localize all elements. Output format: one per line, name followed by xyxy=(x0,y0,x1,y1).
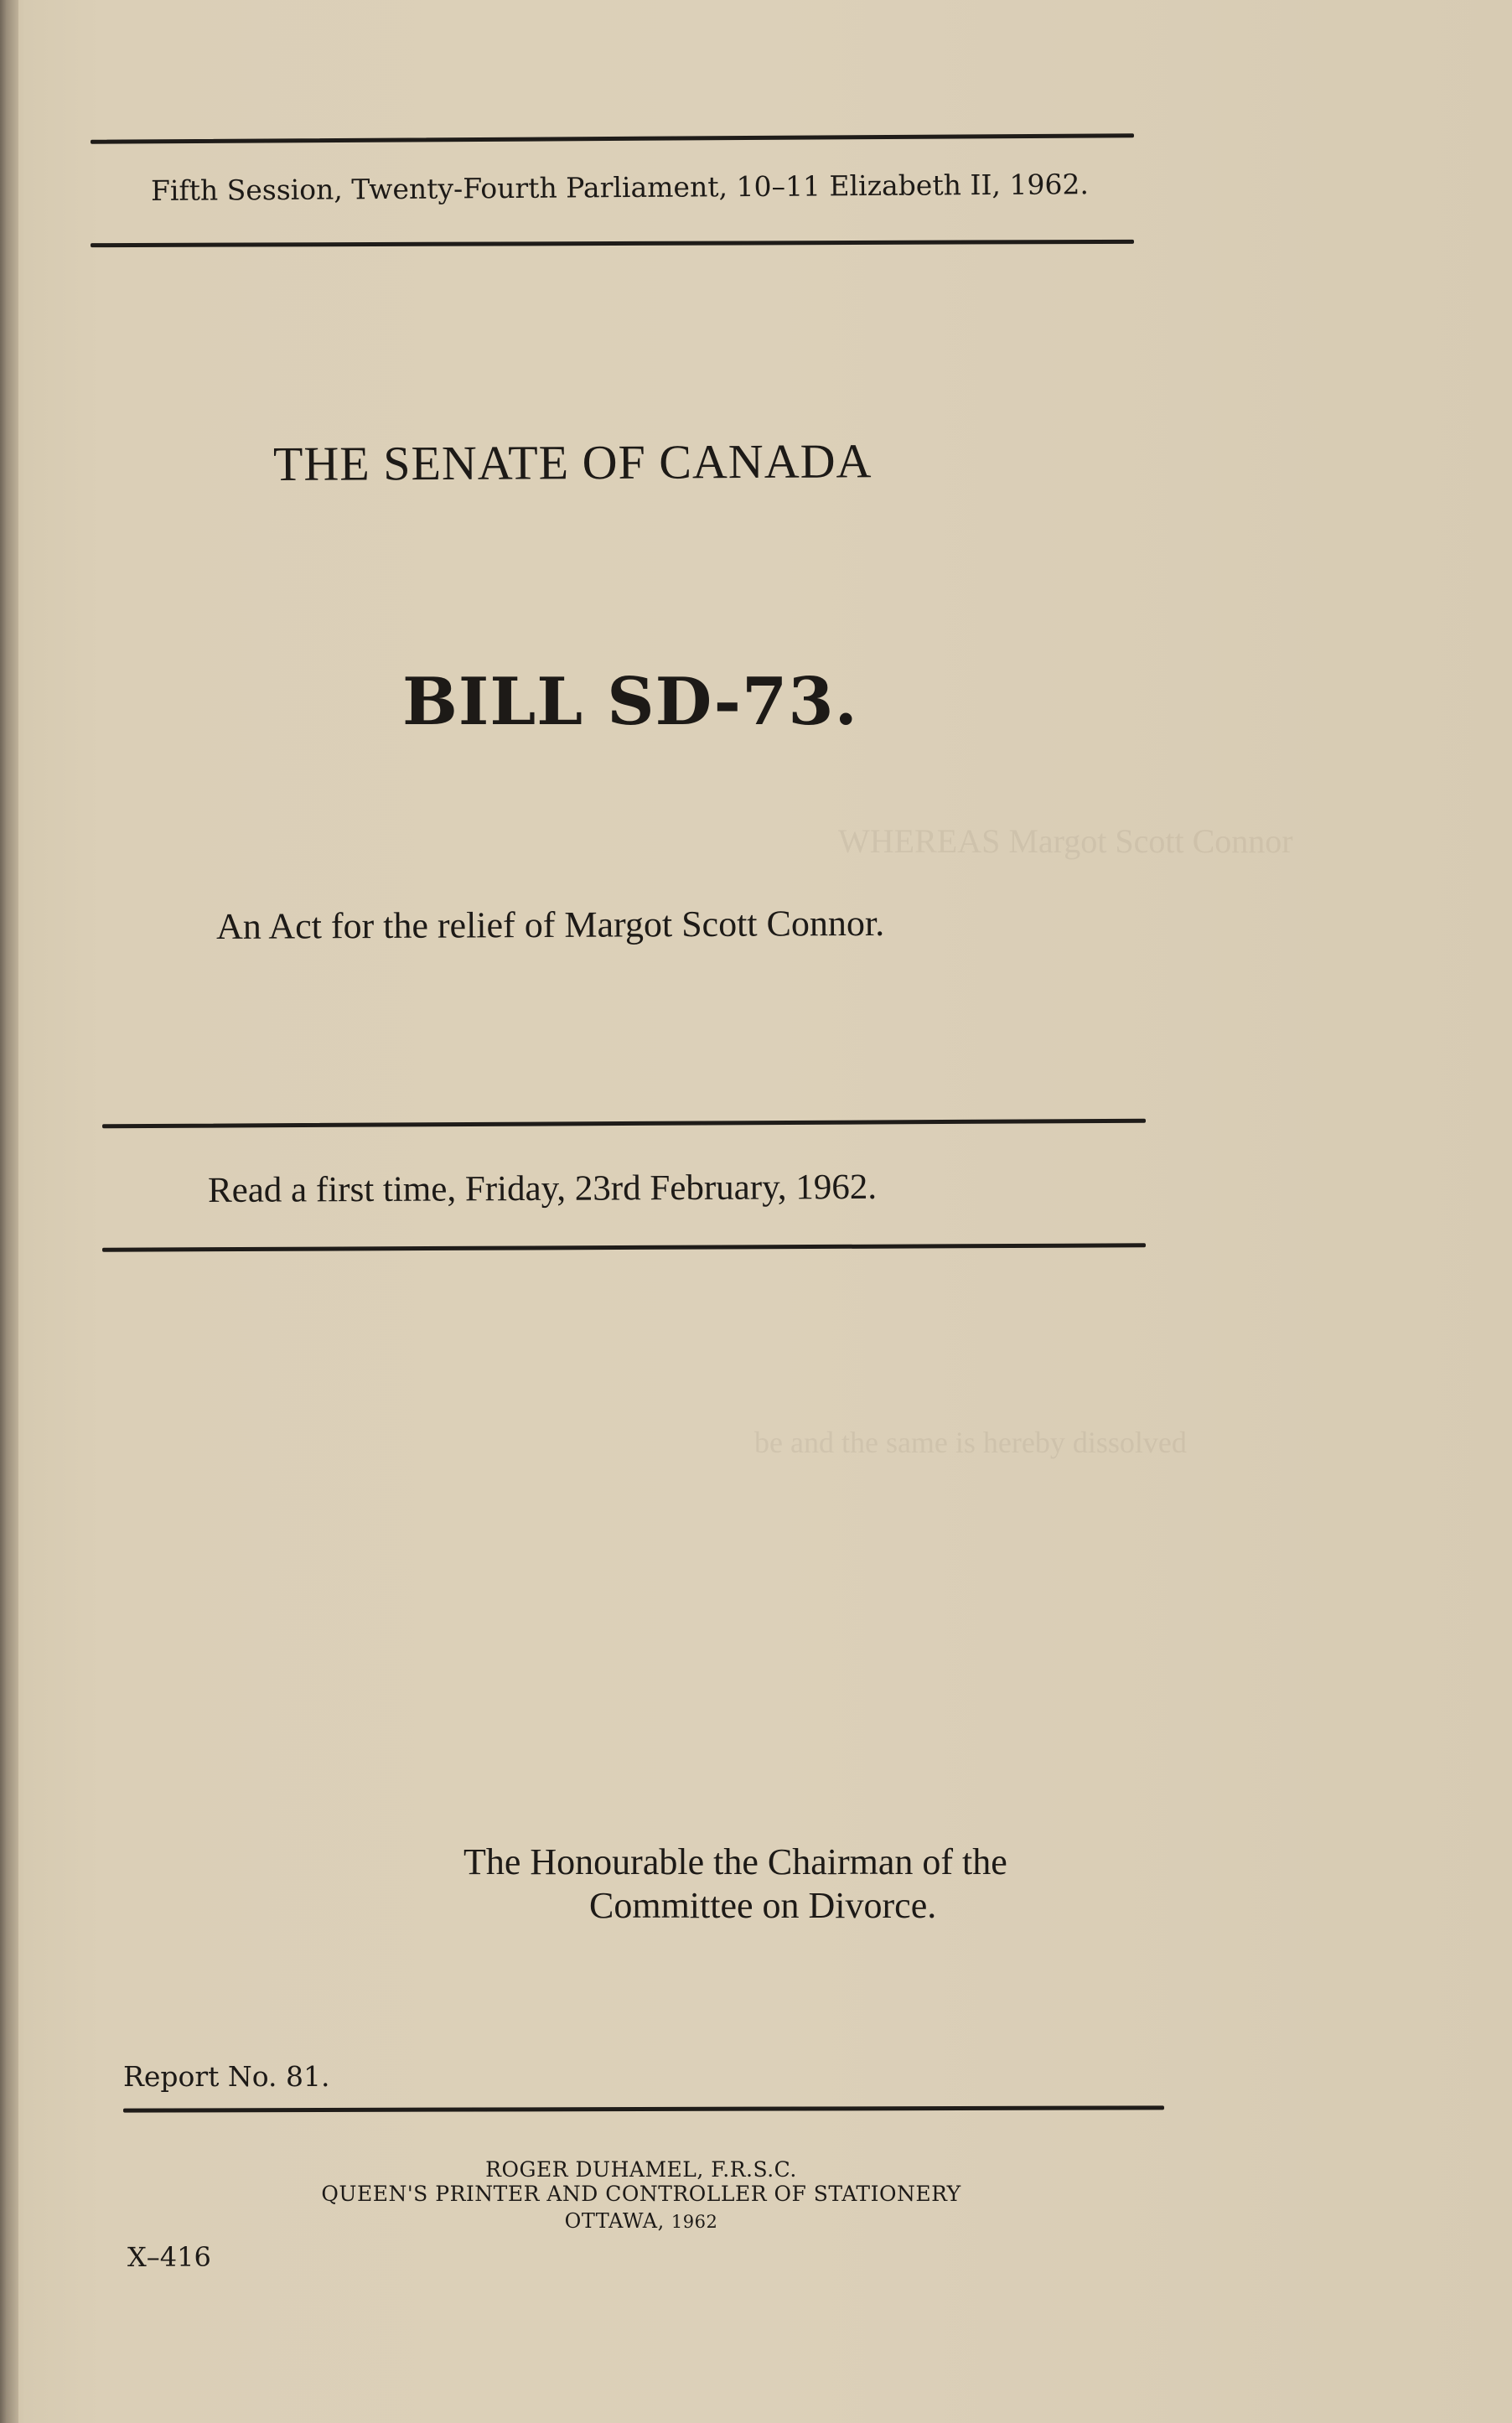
printer-location xyxy=(251,2209,1031,2233)
bill-number: BILL SD-73. xyxy=(402,664,858,740)
top-rule xyxy=(91,133,1134,144)
sponsor-line-2: Committee on Divorce. xyxy=(589,1885,937,1926)
footer-rule xyxy=(123,2105,1164,2112)
sponsor-line-1: The Honourable the Chairman of the xyxy=(463,1841,1007,1882)
printer-name: ROGER DUHAMEL, F.R.S.C. xyxy=(485,2157,797,2182)
session-bottom-rule xyxy=(91,240,1134,247)
show-through-text: WHEREAS Margot Scott Connor xyxy=(838,822,1293,860)
page-spine-edge xyxy=(0,0,18,2423)
reading-bottom-rule xyxy=(102,1243,1146,1251)
printer-title: QUEEN'S PRINTER AND CONTROLLER OF STATIONERY xyxy=(321,2182,961,2206)
report-number: Report No. 81. xyxy=(123,2060,330,2093)
reading-top-rule xyxy=(102,1119,1146,1129)
document-code: X–416 xyxy=(127,2241,211,2273)
session-line: Fifth Session, Twenty-Fourth Parliament, 10–11 Elizabeth II, 1962. xyxy=(150,168,1090,207)
show-through-text: be and the same is hereby dissolved xyxy=(754,1426,1187,1459)
first-reading-line: Read a first time, Friday, 23rd February, 1962. xyxy=(207,1167,878,1210)
printer-city: OTTAWA, xyxy=(564,2209,665,2233)
printer-year: 1962 xyxy=(671,2212,718,2232)
senate-heading: THE SENATE OF CANADA xyxy=(272,433,873,491)
act-title: An Act for the relief of Margot Scott Connor. xyxy=(215,902,885,947)
